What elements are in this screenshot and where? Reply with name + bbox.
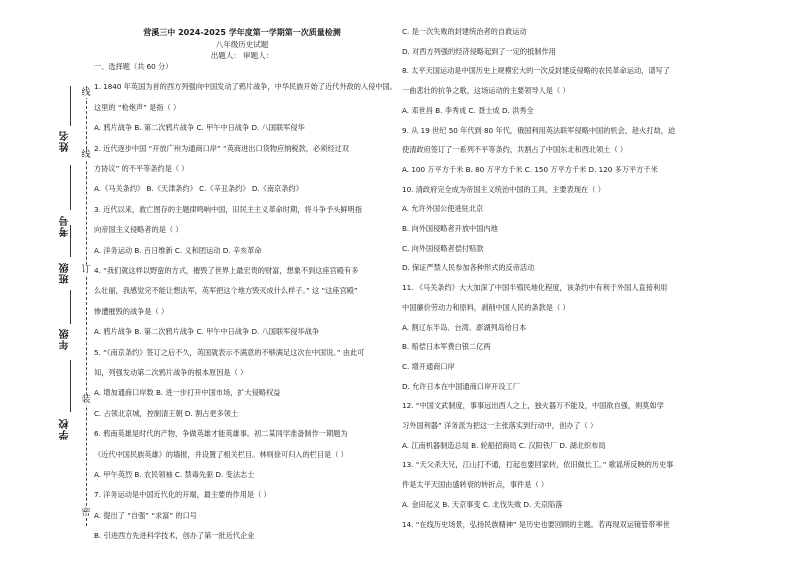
question-line: D. 对西方列强的经济侵略起到了一定的抵制作用 [402, 46, 556, 56]
question-line: 12. “中国文武制度，事事远出西人之上，独火器万不能及，中国欲自强，则莫如学 [402, 401, 664, 411]
exam-title: 营溪三中 2024-2025 学年度第一学期第一次质量检测 [143, 28, 341, 37]
field-label-grade: 年级 [60, 328, 71, 350]
question-line: A. 增加通商口岸数 B. 进一步打开中国市场，扩大侵略权益 [94, 388, 281, 398]
field-rule [70, 290, 71, 324]
question-line: A. 鸦片战争 B. 第二次鸦片战争 C. 甲午中日战争 D. 八国联军侵华战争 [94, 327, 320, 337]
question-line: D. 保证严禁人民参加各种形式的反帝活动 [402, 263, 535, 273]
question-line: 11. 《马关条约》大大加深了中国半殖民地化程度，该条约中有利于外国人直接利用 [402, 283, 668, 293]
field-label-name: 姓名 [60, 130, 71, 152]
question-line: 3. 近代以来，救亡图存的主题律鸣响中国，旧民主主义革命时期，将斗争予头鲜明指 [94, 204, 362, 214]
field-rule [70, 165, 71, 210]
question-line: B. 引进西方先进科学技术，创办了第一批近代企业 [94, 531, 255, 541]
exam-authors: 出题人： 审题人： [210, 51, 274, 60]
question-line: 习外国利器” 洋务派为把这一主张落实到行动中，创办了（ ） [402, 421, 598, 430]
exam-subtitle: 八年级历史试题 [215, 40, 269, 49]
question-line: 13. “天父杀天兄，江山打不通，打起也要回家转，依旧做长工。” 歌谣所反映的历史事 [402, 460, 674, 470]
question-line: C. 增开通商口岸 [402, 361, 455, 371]
question-line: B. 赔偿日本军费白银二亿两 [402, 342, 491, 352]
question-line: A. 洋务运动 B. 百日维新 C. 义和团运动 D. 辛亥革命 [94, 245, 262, 255]
question-line: 惨遭摧毁的战争是（ ） [94, 306, 169, 316]
question-line: 向帝国主义侵略者的是（ ） [94, 225, 183, 235]
question-line: 9. 从 19 世纪 50 年代到 80 年代，俄国利用英法联军侵略中国的机会，趁火打劫，迫 [402, 125, 676, 135]
field-rule [70, 360, 71, 412]
question-line: A. 甲午英烈 B. 农民领袖 C. 禁毒先驱 D. 变法志士 [94, 470, 255, 479]
question-line: A. 金田起义 B. 天京事变 C. 北伐失败 D. 天京陷落 [402, 499, 563, 509]
question-line: 4. “我们就这样以野蛮的方式，摧毁了世界上最宏贵的财富，想象不到这座宫殿有多 [94, 266, 359, 275]
question-line: 方协议” 的不平等条约是（ ） [94, 164, 189, 173]
question-line: 2. 近代逐步中国 “开放广州为通商口岸” “英商进出口货物应纳税款，必须经过双 [94, 143, 349, 153]
question-line: 5. “《南京条约》签订之后不久，英国就表示不满意的不够满足这次在中国说。” 由此可 [94, 347, 365, 357]
question-line: 8. 太平天国运动是中国历史上规模宏大的一次反封建反侵略的农民革命运动，谱写了 [402, 66, 670, 76]
question-line: 7. 洋务运动是中国近代化的开端，最主要的作用是（ ） [94, 490, 271, 500]
question-line: 使清政府签订了一系列不平等条约，共割占了中国东北和西北领土（ ） [402, 145, 628, 155]
field-rule [70, 225, 71, 257]
question-line: B. 向外国侵略者开放中国内地 [402, 224, 498, 233]
field-label-school: 学校 [60, 418, 71, 440]
question-line: A. 100 万平方千米 B. 80 万平方千米 C. 150 万平方千米 D. 120 多万平方千米 [402, 164, 658, 174]
question-line: A. 允许外国公使进驻北京 [402, 204, 484, 214]
question-line: 一曲悲壮的抗争之歌，这场运动的主要领导人是（ ） [402, 86, 570, 96]
question-line: D. 允许日本在中国通商口岸开设工厂 [402, 381, 520, 391]
binding-char: 线 [81, 150, 91, 160]
field-label-exam-no: 考号 [60, 215, 71, 237]
question-line: A. 江南机器制造总局 B. 轮船招商局 C. 汉阳铁厂 D. 湖北织布局 [402, 440, 606, 450]
field-label-class: 班级 [60, 262, 71, 284]
binding-char: 订 [81, 265, 91, 275]
question-line: 中国廉价劳动力和原料，剥削中国人民的条款是（ ） [402, 302, 570, 312]
binding-strip [0, 0, 92, 562]
field-rule [70, 86, 71, 126]
question-line: 《近代中国民族英雄》的墙报，并设置了相关栏目。林则徐可归入的栏目是（ ） [94, 449, 348, 459]
question-line: A. 邓世昌 B. 李秀成 C. 聂士成 D. 洪秀全 [402, 105, 534, 115]
question-line: A. 鸦片战争 B. 第二次鸦片战争 C. 甲午中日战争 D. 八国联军侵华 [94, 123, 305, 133]
question-line: 10. 清政府完全成为帝国主义统治中国的工具，主要表现在（ ） [402, 184, 605, 194]
question-line: 14. “在线历史场景，弘扬民族精神” 是历史也要回顾的主题。若再现双运镜管带率世 [402, 519, 670, 529]
binding-char: 线 [81, 88, 91, 98]
binding-char: 密 [81, 508, 91, 518]
question-line: A. 割辽东半岛、台湾、澎湖列岛给日本 [402, 322, 527, 332]
question-line: C. 占领北京城，控制清王朝 D. 割占更多领土 [94, 408, 239, 418]
question-line: 知，列强发动第二次鸦片战争的根本原因是（ ） [94, 368, 248, 377]
binding-char: 装 [81, 395, 91, 405]
question-line: 6. 鸦南英雄是时代的产物，争做英雄才能英雄事。初二某同学准备制作一期题为 [94, 429, 348, 439]
question-line: 1. 1840 年英国为首的西方列强向中国发动了鸦片战争，中华民族开始了近代外敌的入侵中国。 [94, 82, 397, 92]
question-line: C. 向外国侵略者偿付赔款 [402, 243, 484, 253]
question-line: 一、选择题（共 60 分） [94, 62, 173, 71]
question-line: C. 是一次失败的封建统治者的自救运动 [402, 27, 527, 36]
question-line: A. 提出了 “自强” “求富” 的口号 [94, 510, 197, 520]
question-line: 这里的 “枪炮声” 是指（ ） [94, 102, 181, 112]
question-line: 么壮丽，我感觉完不能让想法军，英军把这个地方毁灭成什么样子。” 这 “这座宫殿” [94, 286, 358, 296]
question-line: A.《马关条约》 B.《天津条约》 C.《辛丑条约》 D.《南京条约》 [94, 184, 303, 194]
question-line: 件是太平天国由盛转衰的转折点，事件是（ ） [402, 480, 549, 490]
